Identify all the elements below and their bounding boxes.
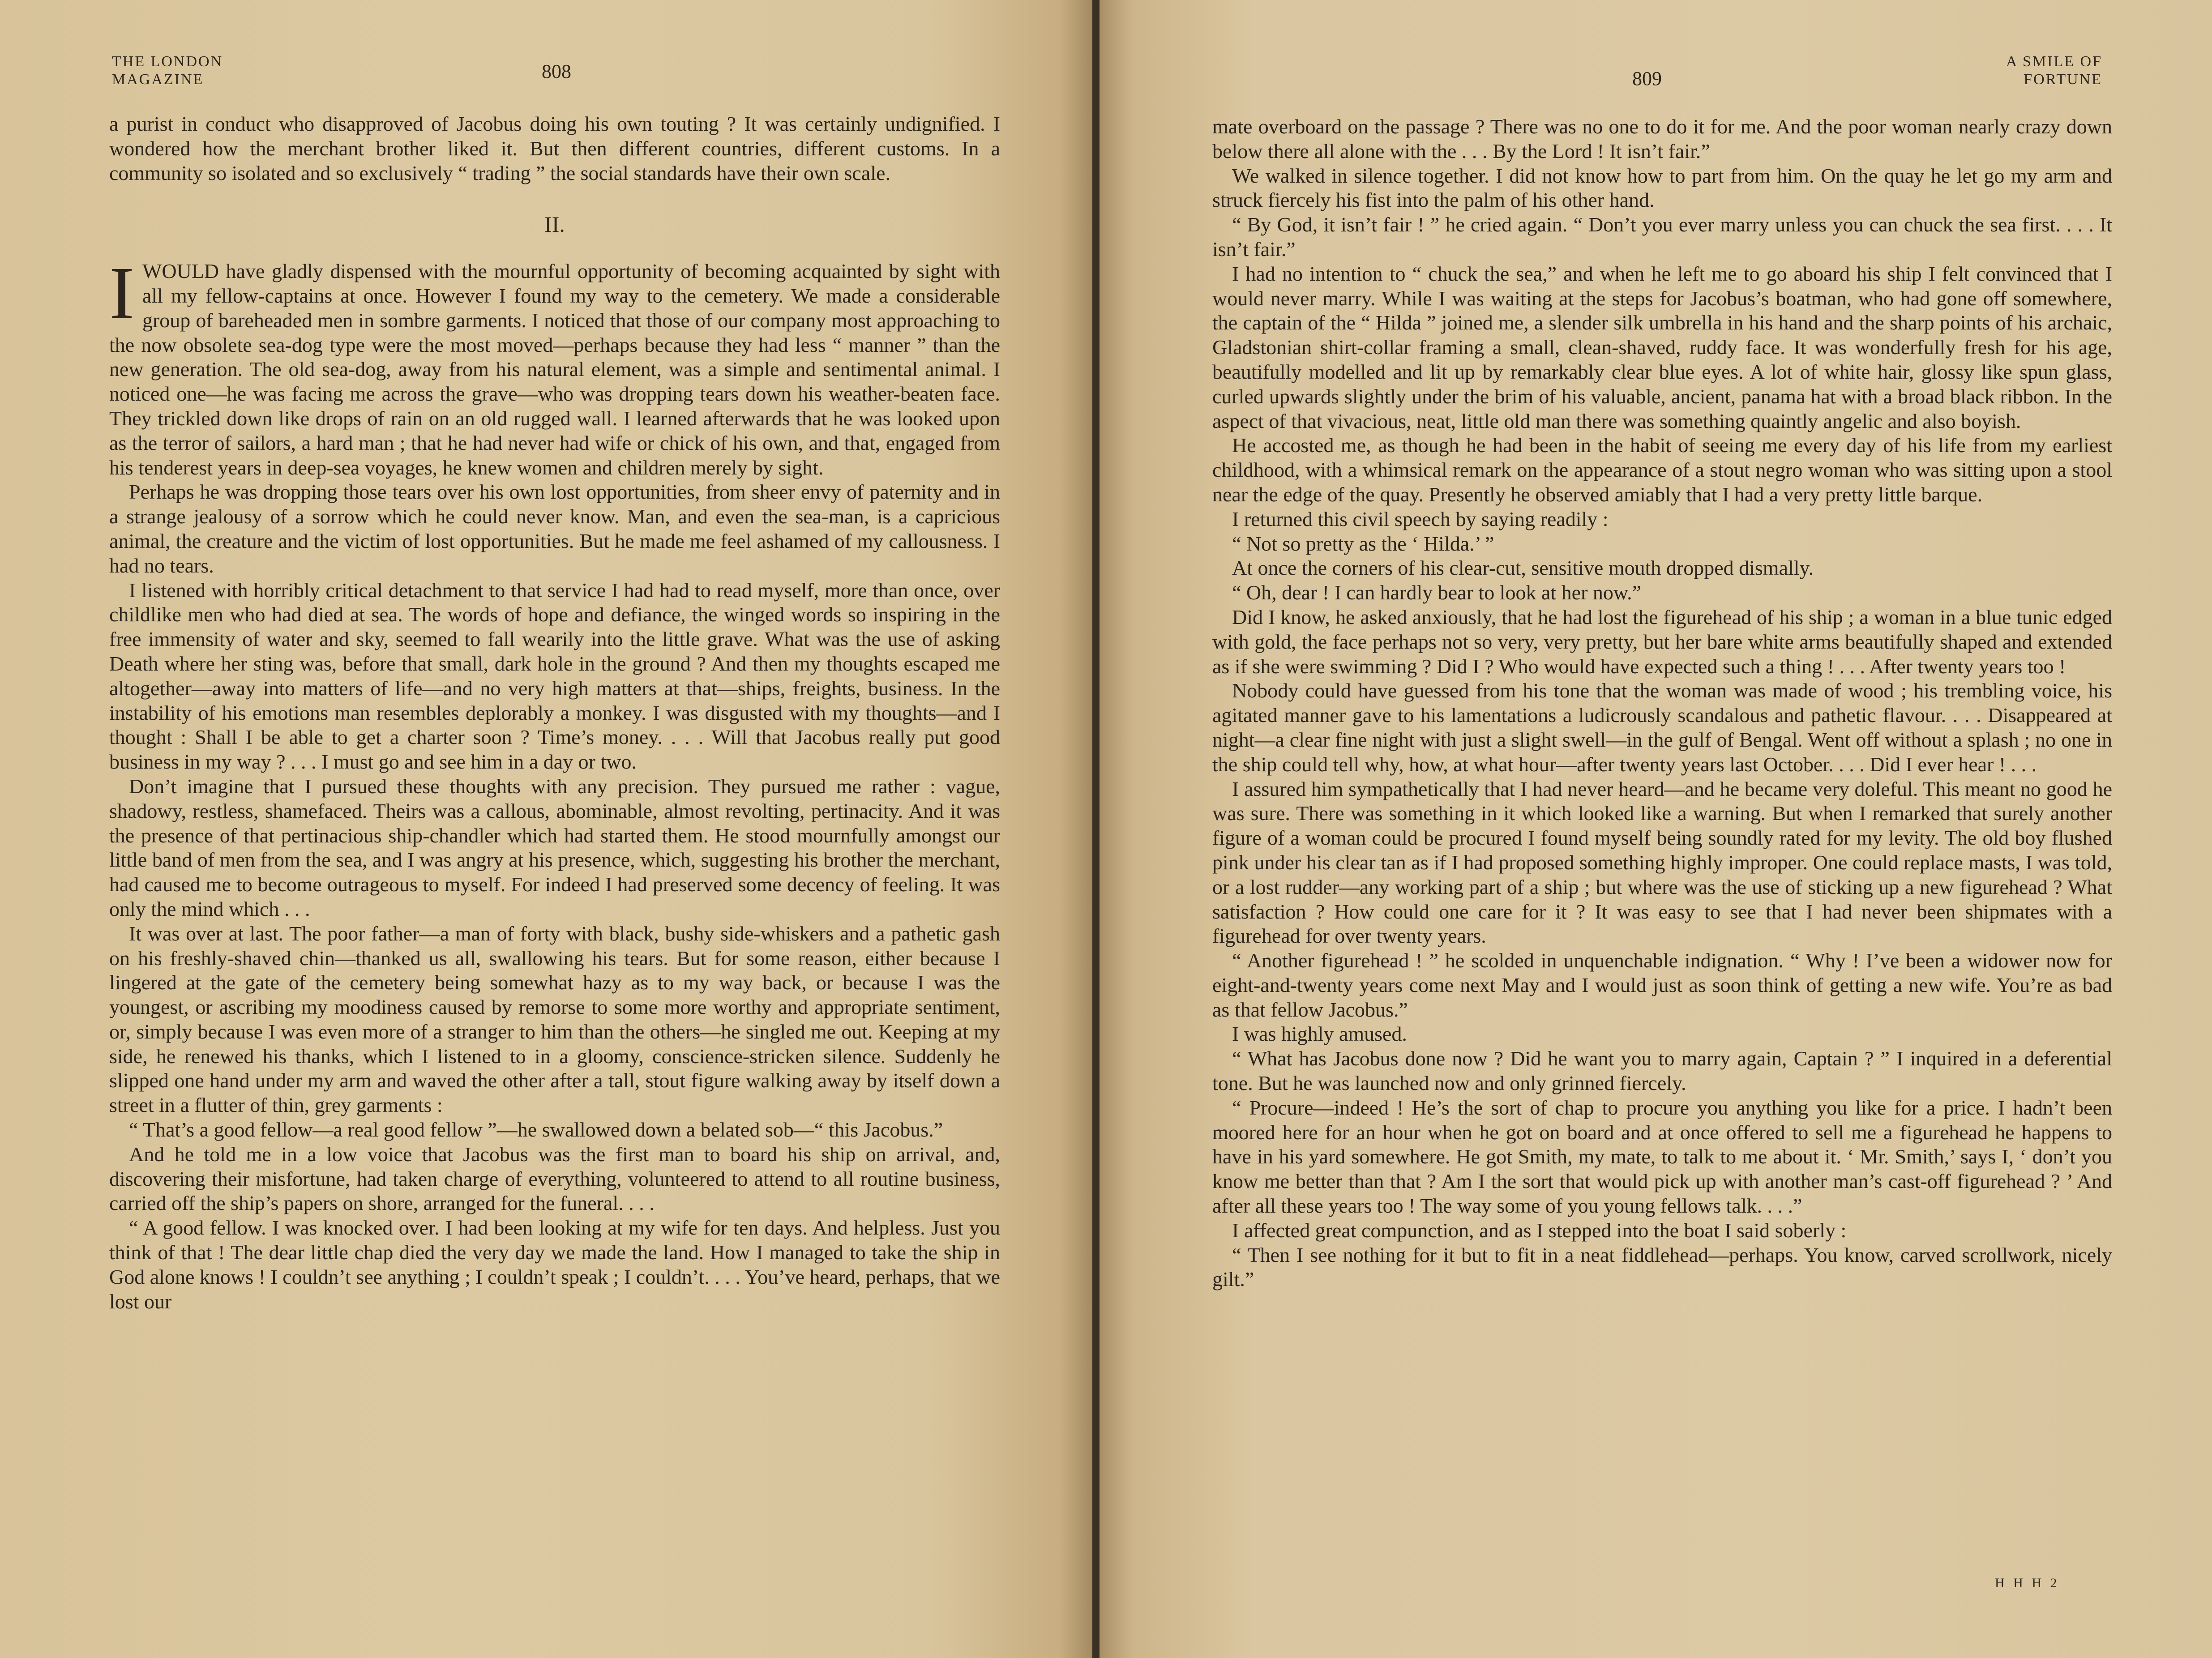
paragraph: We walked in silence together. I did not know how to part from him. On the quay he let go my arm and struck fiercely his fist into the palm of his other hand. (1212, 164, 2112, 212)
paragraph: I assured him sympathetically that I had never heard—and he became very doleful. This meant no good he was sure. There was something in it which looked like a warning. But when I remarked that surely another figure of a woman could be procured I found myself being soundly rated for my levity. The old boy flushed pink under his clear tan as if I had proposed something highly improper. One could replace masts, I was told, or a lost rudder—any working part of a ship ; but where was the use of sticking up a new figurehead ? What satisfaction ? How could one care for it ? It was easy to see that I had never been shipmates with a figurehead for over twenty years. (1212, 777, 2112, 948)
left-page (0, 0, 1092, 1658)
running-title-right: A SMILE OF FORTUNE (2006, 53, 2102, 88)
paragraph: And he told me in a low voice that Jacobus was the first man to board his ship on arrival, and, discovering their misfortune, had taken charge of everything, volunteered to attend to all routine business, carried off the ship’s papers on shore, arranged for the funeral. . . . (109, 1142, 1000, 1215)
continued-paragraph: a purist in conduct who disapproved of Jacobus doing his own touting ? It was certainly undignified. I wondered how the merchant brother liked it. But then different countries, different customs. In a community so isolated and so exclusively “ trading ” the social standards have their own scale. (109, 112, 1000, 184)
paragraph: “ A good fellow. I was knocked over. I had been looking at my wife for ten days. And helpless. Just you think of that ! The dear little chap died the very day we made the land. How I managed to take the ship in God alone knows ! I couldn’t see anything ; I couldn’t speak ; I couldn’t. . . . You’ve heard, perhaps, that we lost our (109, 1216, 1000, 1313)
paragraph: Perhaps he was dropping those tears over his own lost opportunities, from sheer envy of paternity and in a strange jealousy of a sorrow which he could never know. Man, and even the sea-man, is a capricious animal, the creature and the victim of lost opportunities. But he made me feel ashamed of my callousness. I had no tears. (109, 480, 1000, 577)
running-title-left: THE LONDON MAGAZINE (112, 53, 223, 88)
gutter (1092, 0, 1100, 1658)
drop-cap: I (109, 252, 134, 335)
paragraph: Don’t imagine that I pursued these thoughts with any precision. They pursued me rather : vague, shadowy, restless, shamefaced. Theirs was a callous, abominable, almost revolting, pertinacity. And it was the presence of that pertinacious ship-chandler which had started them. He stood mournfully amongst our little band of men from the sea, and I was angry at his presence, which, suggesting his brother the merchant, had caused me to become outrageous to myself. For indeed I had preserved some decency of feeling. It was only the mind which . . . (109, 774, 1000, 920)
right-page (1100, 0, 2212, 1658)
left-text-column (109, 112, 1000, 1314)
paragraph: I had no intention to “ chuck the sea,” and when he left me to go aboard his ship I felt convinced that I would never marry. While I was waiting at the steps for Jacobus’s boatman, who had gone off somewhere, the captain of the “ Hilda ” joined me, a slender silk umbrella in his hand and the sharp points of his archaic, Gladstonian shirt-collar framing a small, clean-shaved, ruddy face. It was wonderfully fresh for his age, beautifully modelled and lit up by remarkably clear blue eyes. A lot of white hair, glossy like spun glass, curled upwards slightly under the brim of his valuable, ancient, panama hat with a broad black ribbon. In the aspect of that vivacious, neat, little old man there was something quaintly angelic and also boyish. (1212, 262, 2112, 432)
paragraph: I returned this civil speech by saying readily : (1232, 507, 1609, 530)
continued-paragraph: mate overboard on the passage ? There was no one to do it for me. And the poor woman nearly crazy down below there all alone with the . . . By the Lord ! It isn’t fair.” (1212, 115, 2112, 162)
right-text-column (1212, 115, 2112, 1292)
paragraph: Did I know, he asked anxiously, that he had lost the figurehead of his ship ; a woman in a blue tunic edged with gold, the face perhaps not so very, very pretty, but her bare white arms beautifully shaped and extended as if she were swimming ? Did I ? Who would have expected such a thing ! . . . After twenty years too ! (1212, 605, 2112, 678)
paragraph: “ What has Jacobus done now ? Did he want you to marry again, Captain ? ” I inquired in a deferential tone. But he was launched now and only grinned fiercely. (1212, 1047, 2112, 1095)
paragraph: At once the corners of his clear-cut, sensitive mouth dropped dismally. (1232, 556, 1814, 580)
paragraph: “ Oh, dear ! I can hardly bear to look at her now.” (1232, 581, 1642, 604)
paragraph: I affected great compunction, and as I stepped into the boat I said soberly : (1232, 1218, 1847, 1242)
paragraph: “ That’s a good fellow—a real good fellow ”—he swallowed down a belated sob—“ this Jacobus.” (129, 1118, 943, 1141)
paragraph: “ Not so pretty as the ‘ Hilda.’ ” (1232, 532, 1494, 555)
opening-paragraph-text: WOULD have gladly dispensed with the mournful opportunity of becoming acquainted by sight with all my fellow-captains at once. However I found my way to the cemetery. We made a considerable group of bareheaded men in sombre garments. I noticed that those of our company most approaching to the now obsolete sea-dog type were the most moved—perhaps because they had less “ manner ” than the new generation. The old sea-dog, away from his natural element, was a simple and sentimental animal. I noticed one—he was facing me across the grave—who was dropping tears down his weather-beaten face. They trickled down like drops of rain on an old rugged wall. I learned afterwards that he was looked upon as the terror of sailors, a hard man ; that he had never had wife or chick of his own, and that, engaged from his tenderest years in deep-sea voyages, he knew women and children merely by sight. (109, 260, 1000, 479)
page-number-left: 808 (542, 60, 571, 82)
opening-paragraph (109, 252, 1000, 480)
page-number-right: 809 (1632, 68, 1662, 90)
paragraph: Nobody could have guessed from his tone that the woman was made of wood ; his trembling voice, his agitated manner gave to his lamentations a ludicrously scandalous and pathetic flavour. . . . Disappeared at night—a clear fine night with just a slight swell—in the gulf of Bengal. Went off without a splash ; no one in the ship could tell why, how, at what hour—after twenty years last October. . . . Did I ever hear ! . . . (1212, 679, 2112, 776)
section-number: II. (544, 212, 565, 237)
paragraph: I was highly amused. (1232, 1022, 1407, 1046)
paragraph: “ Another figurehead ! ” he scolded in unquenchable indignation. “ Why ! I’ve been a widower now for eight-and-twenty years come next May and I would just as soon think of getting a new wife. You’re as bad as that fellow Jacobus.” (1212, 949, 2112, 1021)
paragraph: “ Then I see nothing for it but to fit in a neat fiddlehead—perhaps. You know, carved scrollwork, nicely gilt.” (1212, 1243, 2112, 1291)
paragraph: “ By God, it isn’t fair ! ” he cried again. “ Don’t you ever marry unless you can chuck the sea first. . . . It isn’t fair.” (1212, 213, 2112, 261)
paragraph: He accosted me, as though he had been in the habit of seeing me every day of his life from my earliest childhood, with a whimsical remark on the appearance of a stout negro woman who was sitting upon a stool near the edge of the quay. Presently he observed amiably that I had a very pretty little barque. (1212, 434, 2112, 506)
paragraph: “ Procure—indeed ! He’s the sort of chap to procure you anything you like for a price. I hadn’t been moored here for an hour when he got on board and at once offered to sell me a figurehead he happens to have in his yard somewhere. He got Smith, my mate, to talk to me about it. ‘ Mr. Smith,’ says I, ‘ don’t you know me better than that ? Am I the sort that would pick up with another man’s cast-off figurehead ? ’ And after all these years too ! The way some of you young fellows talk. . . .” (1212, 1096, 2112, 1218)
printer-signature: H H H 2 (1995, 1576, 2060, 1590)
paragraph: I listened with horribly critical detachment to that service I had had to read myself, more than once, over childlike men who had died at sea. The words of hope and defiance, the winged words so inspiring in the free immensity of water and sky, seemed to fall wearily into the little grave. What was the use of asking Death where her sting was, before that small, dark hole in the ground ? And then my thoughts escaped me altogether—away into matters of life—and no very high matters at that—ships, freights, business. In the instability of his emotions man resembles deplorably a monkey. I was disgusted with my thoughts—and I thought : Shall I be able to get a charter soon ? Time’s money. . . . Will that Jacobus really put good business in my way ? . . . I must go and see him in a day or two. (109, 578, 1000, 773)
paragraph: It was over at last. The poor father—a man of forty with black, bushy side-whiskers and a pathetic gash on his freshly-shaved chin—thanked us all, swallowing his tears. But for some reason, either because I lingered at the gate of the cemetery being somewhat hazy as to my way back, or because I was the youngest, or ascribing my moodiness caused by remorse to some more worthy and appropriate sentiment, or, simply because I was even more of a stranger to him than the others—he singled me out. Keeping at my side, he renewed his thanks, which I listened to in a gloomy, conscience-stricken silence. Suddenly he slipped one hand under my arm and waved the other after a tall, stout figure walking away by itself down a street in a flutter of thin, grey garments : (109, 922, 1000, 1117)
